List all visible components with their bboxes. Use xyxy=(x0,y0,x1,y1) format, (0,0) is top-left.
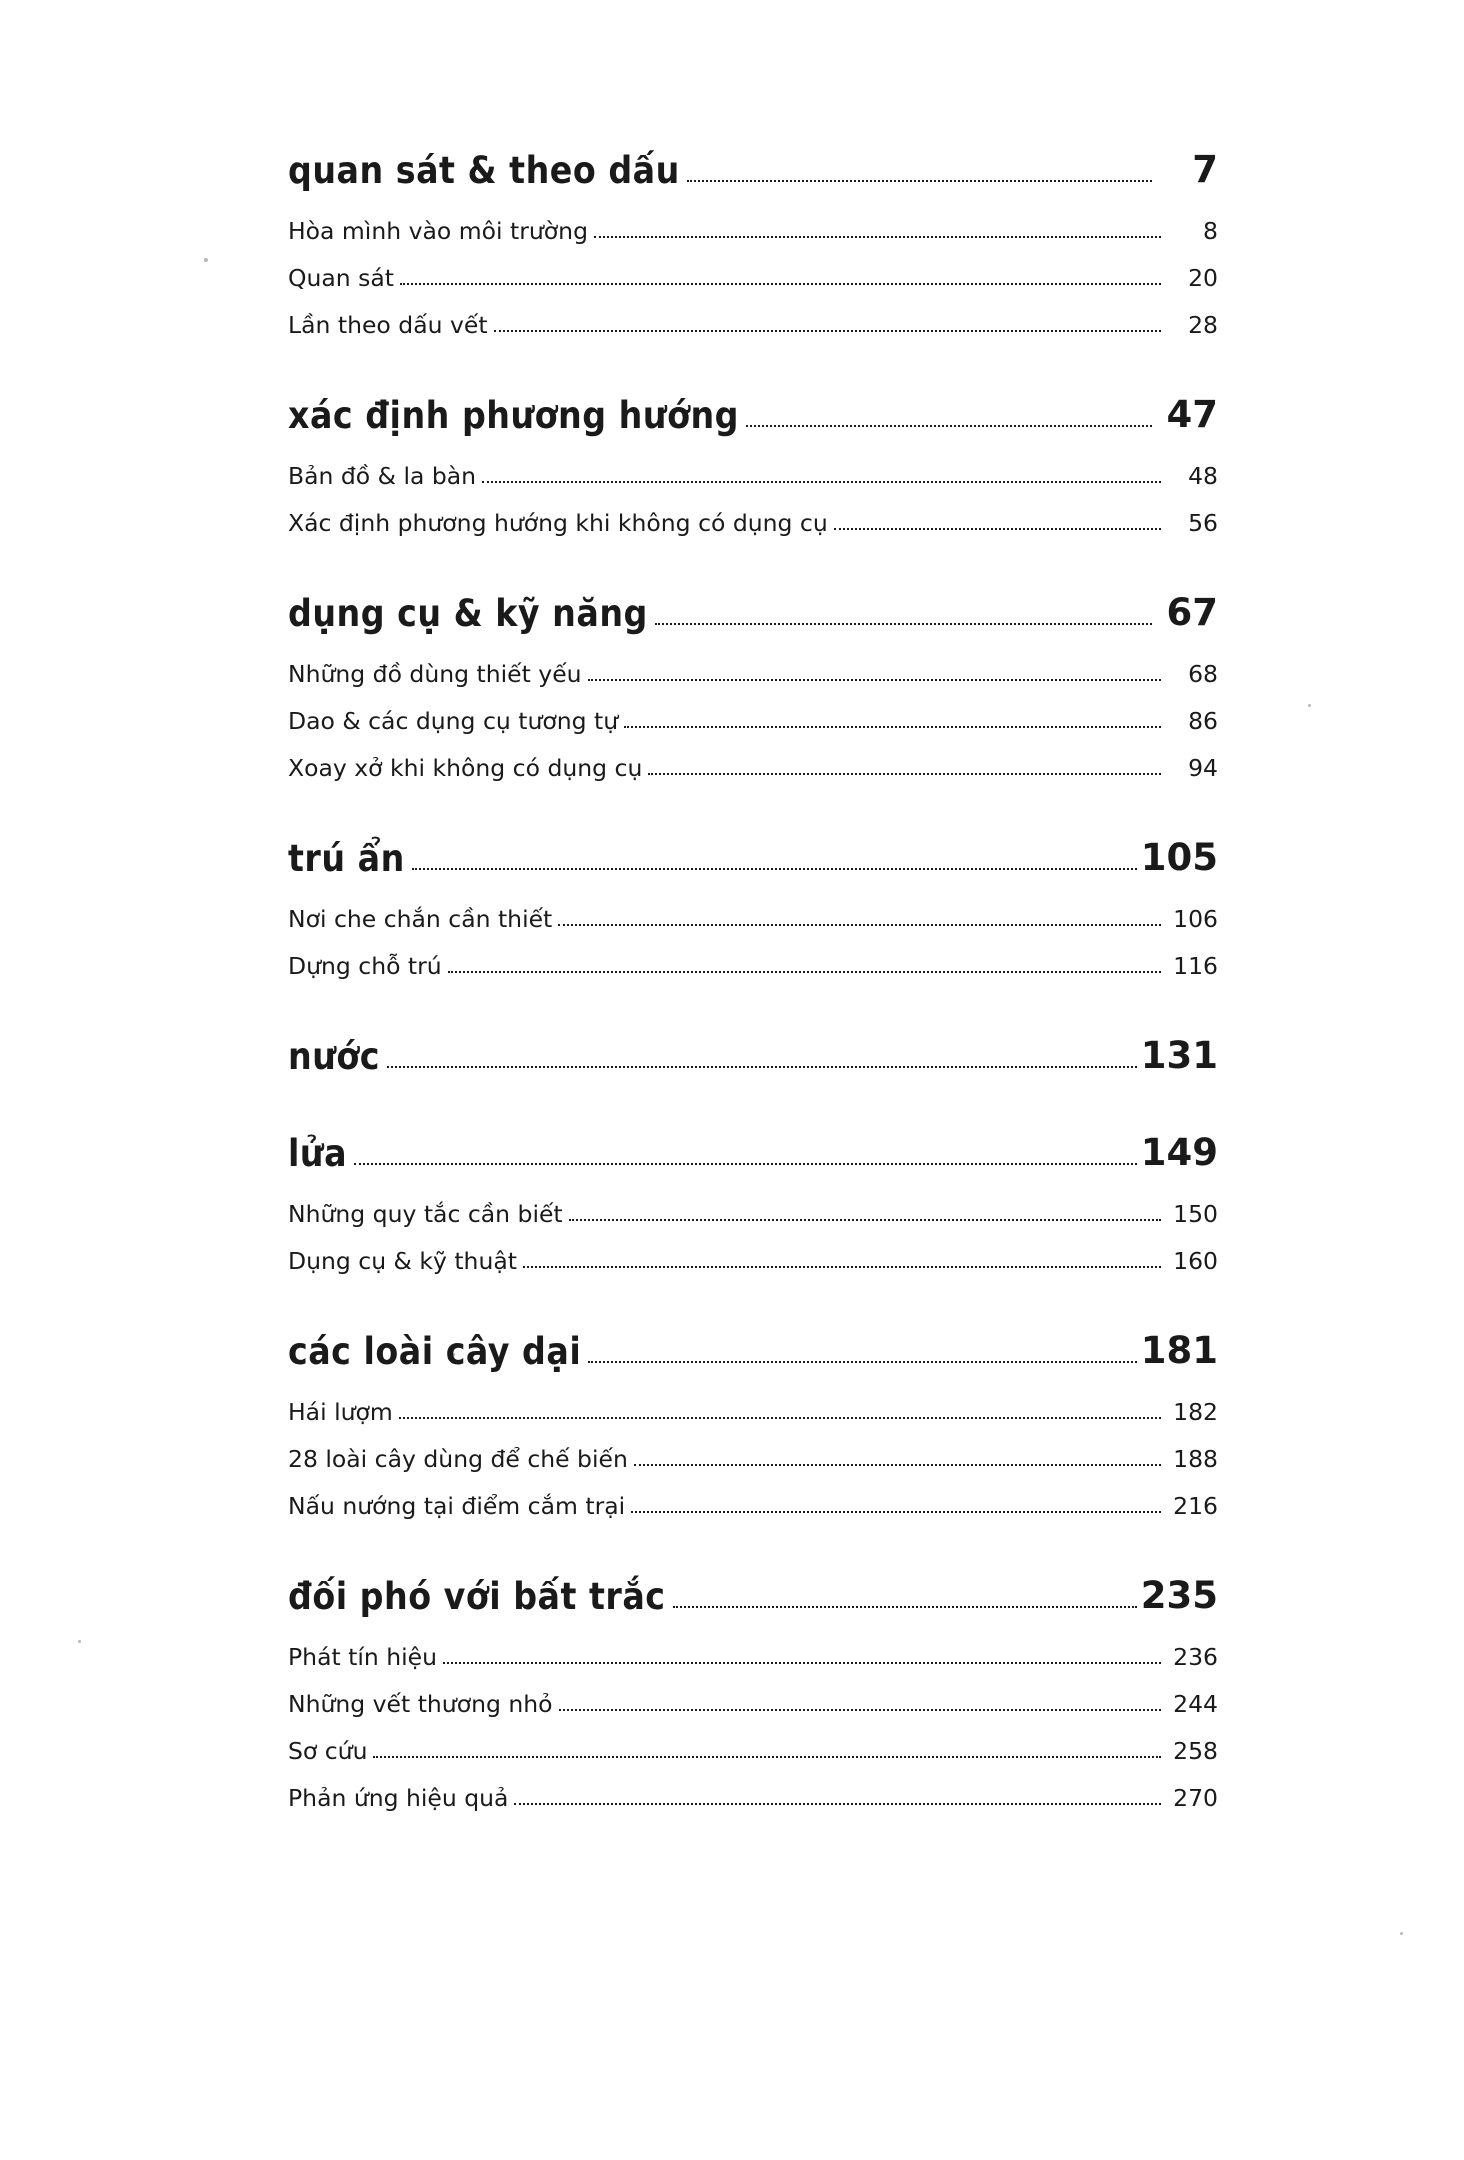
toc-chapter-title: quan sát & theo dấu xyxy=(288,149,680,193)
toc-section-page: 106 xyxy=(1173,905,1218,933)
leader-dots xyxy=(448,971,1161,973)
toc-section-page: 8 xyxy=(1203,217,1218,245)
toc-chapter-page: 149 xyxy=(1140,1131,1218,1174)
toc-chapter-title: lửa xyxy=(288,1132,348,1176)
toc-chapter-title: dụng cụ & kỹ năng xyxy=(288,592,648,636)
toc-chapter-title: đối phó với bất trắc xyxy=(288,1575,666,1619)
toc-chapter-title: các loài cây dại xyxy=(288,1330,582,1374)
toc-section-row[interactable] xyxy=(288,754,1218,782)
toc-section-row[interactable] xyxy=(288,1737,1218,1765)
toc-chapter-row[interactable] xyxy=(288,1034,1218,1077)
toc-chapter-title: nước xyxy=(288,1035,381,1079)
leader-dots xyxy=(634,1464,1161,1466)
toc-section-title: Những vết thương nhỏ xyxy=(288,1689,553,1718)
toc-chapter-page: 47 xyxy=(1166,393,1218,436)
leader-dots xyxy=(631,1511,1161,1513)
toc-section-title: Quan sát xyxy=(288,263,395,292)
toc-section-row[interactable] xyxy=(288,660,1218,688)
toc-section-row[interactable] xyxy=(288,1643,1218,1671)
toc-chapter-page: 7 xyxy=(1192,148,1218,191)
toc-section-page: 244 xyxy=(1173,1690,1218,1718)
leader-dots xyxy=(494,330,1161,332)
leader-dots xyxy=(387,1066,1137,1068)
toc-section-title: Sơ cứu xyxy=(288,1736,368,1765)
toc-section-row[interactable] xyxy=(288,1690,1218,1718)
toc-section-page: 28 xyxy=(1188,311,1218,339)
toc-chapter-row[interactable] xyxy=(288,1574,1218,1617)
toc-section-title: Nấu nướng tại điểm cắm trại xyxy=(288,1491,626,1520)
leader-dots xyxy=(588,1361,1137,1363)
toc-section-row[interactable] xyxy=(288,217,1218,245)
toc-section-page: 160 xyxy=(1173,1247,1218,1275)
toc-chapter-row[interactable] xyxy=(288,591,1218,634)
toc-section-page: 68 xyxy=(1188,660,1218,688)
toc-section-page: 48 xyxy=(1188,462,1218,490)
toc-section-row[interactable] xyxy=(288,1492,1218,1520)
leader-dots xyxy=(400,283,1161,285)
toc-section-title: Dao & các dụng cụ tương tự xyxy=(288,706,619,735)
scan-speck xyxy=(1400,1932,1403,1935)
table-of-contents xyxy=(288,148,1218,1812)
leader-dots xyxy=(594,236,1161,238)
leader-dots xyxy=(482,481,1161,483)
toc-section-row[interactable] xyxy=(288,707,1218,735)
toc-section-title: Lần theo dấu vết xyxy=(288,310,488,339)
leader-dots xyxy=(673,1606,1137,1608)
toc-chapter-page: 67 xyxy=(1166,591,1218,634)
toc-section-page: 182 xyxy=(1173,1398,1218,1426)
leader-dots xyxy=(399,1417,1161,1419)
leader-dots xyxy=(412,868,1137,870)
leader-dots xyxy=(514,1803,1161,1805)
toc-chapter-page: 105 xyxy=(1140,836,1218,879)
toc-section-row[interactable] xyxy=(288,1398,1218,1426)
toc-section-row[interactable] xyxy=(288,1445,1218,1473)
toc-section-title: Xác định phương hướng khi không có dụng cụ xyxy=(288,508,828,537)
toc-section-title: Phát tín hiệu xyxy=(288,1642,438,1671)
toc-section-row[interactable] xyxy=(288,905,1218,933)
toc-section-title: Những quy tắc cần biết xyxy=(288,1199,563,1228)
toc-chapter-title: xác định phương hướng xyxy=(288,394,739,438)
toc-section-page: 188 xyxy=(1173,1445,1218,1473)
toc-section-title: Hòa mình vào môi trường xyxy=(288,216,588,245)
toc-section-page: 56 xyxy=(1188,509,1218,537)
scan-speck xyxy=(78,1640,81,1643)
leader-dots xyxy=(624,726,1161,728)
toc-section-title: Xoay xở khi không có dụng cụ xyxy=(288,753,643,782)
toc-section-title: 28 loài cây dùng để chế biến xyxy=(288,1444,628,1473)
toc-section-title: Bản đồ & la bàn xyxy=(288,461,477,490)
leader-dots xyxy=(569,1219,1161,1221)
toc-section-title: Phản ứng hiệu quả xyxy=(288,1783,509,1812)
toc-chapter-row[interactable] xyxy=(288,1131,1218,1174)
toc-section-row[interactable] xyxy=(288,952,1218,980)
leader-dots xyxy=(687,180,1152,182)
toc-section-page: 236 xyxy=(1173,1643,1218,1671)
toc-section-title: Dụng cụ & kỹ thuật xyxy=(288,1246,517,1275)
toc-section-row[interactable] xyxy=(288,1784,1218,1812)
leader-dots xyxy=(373,1756,1161,1758)
leader-dots xyxy=(655,623,1152,625)
toc-chapter-row[interactable] xyxy=(288,1329,1218,1372)
toc-section-row[interactable] xyxy=(288,1200,1218,1228)
toc-section-title: Những đồ dùng thiết yếu xyxy=(288,659,582,688)
toc-section-row[interactable] xyxy=(288,462,1218,490)
toc-chapter-page: 235 xyxy=(1140,1574,1218,1617)
toc-section-page: 216 xyxy=(1173,1492,1218,1520)
toc-section-row[interactable] xyxy=(288,509,1218,537)
toc-chapter-row[interactable] xyxy=(288,393,1218,436)
leader-dots xyxy=(588,679,1161,681)
toc-section-row[interactable] xyxy=(288,311,1218,339)
leader-dots xyxy=(558,924,1161,926)
toc-section-page: 258 xyxy=(1173,1737,1218,1765)
toc-section-page: 150 xyxy=(1173,1200,1218,1228)
toc-section-page: 94 xyxy=(1188,754,1218,782)
leader-dots xyxy=(559,1709,1161,1711)
toc-chapter-title: trú ẩn xyxy=(288,837,405,881)
leader-dots xyxy=(648,773,1161,775)
toc-chapter-row[interactable] xyxy=(288,836,1218,879)
leader-dots xyxy=(443,1662,1161,1664)
toc-section-page: 20 xyxy=(1188,264,1218,292)
leader-dots xyxy=(354,1163,1137,1165)
toc-section-page: 270 xyxy=(1173,1784,1218,1812)
toc-chapter-page: 131 xyxy=(1140,1034,1218,1077)
leader-dots xyxy=(523,1266,1161,1268)
toc-section-title: Hái lượm xyxy=(288,1397,393,1426)
toc-section-row[interactable] xyxy=(288,1247,1218,1275)
leader-dots xyxy=(746,425,1152,427)
toc-section-page: 116 xyxy=(1173,952,1218,980)
toc-section-row[interactable] xyxy=(288,264,1218,292)
toc-chapter-row[interactable] xyxy=(288,148,1218,191)
toc-section-page: 86 xyxy=(1188,707,1218,735)
scan-speck xyxy=(204,258,208,262)
leader-dots xyxy=(834,528,1161,530)
toc-section-title: Dựng chỗ trú xyxy=(288,951,442,980)
toc-chapter-page: 181 xyxy=(1140,1329,1218,1372)
scan-speck xyxy=(1308,704,1311,707)
toc-section-title: Nơi che chắn cần thiết xyxy=(288,904,553,933)
